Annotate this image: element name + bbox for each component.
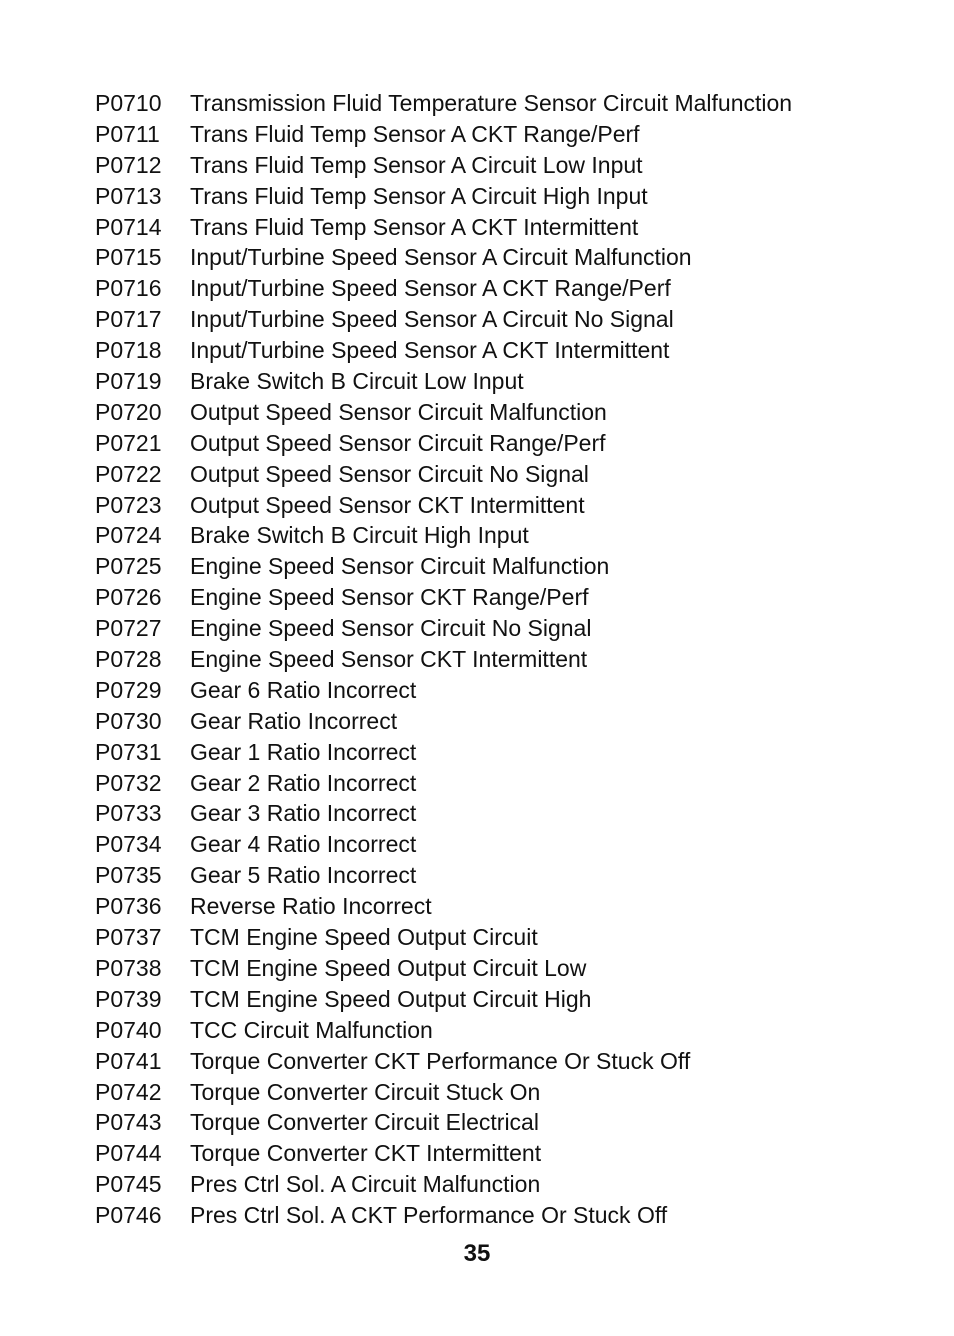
code-id: P0742 xyxy=(95,1078,162,1105)
code-description: Output Speed Sensor Circuit Malfunction xyxy=(190,398,607,425)
code-id: P0711 xyxy=(95,120,160,147)
code-id: P0717 xyxy=(95,306,162,333)
code-row xyxy=(95,335,915,366)
code-row xyxy=(95,428,915,459)
code-description: Engine Speed Sensor CKT Range/Perf xyxy=(190,584,589,611)
code-row xyxy=(95,768,915,799)
code-description: Brake Switch B Circuit High Input xyxy=(190,522,529,549)
code-row xyxy=(95,1015,915,1046)
code-id: P0736 xyxy=(95,893,162,920)
code-row xyxy=(95,1138,915,1169)
code-row xyxy=(95,397,915,428)
code-id: P0720 xyxy=(95,398,162,425)
code-id: P0715 xyxy=(95,244,162,271)
code-description: TCM Engine Speed Output Circuit High xyxy=(190,985,592,1012)
code-description: Gear 1 Ratio Incorrect xyxy=(190,738,417,765)
code-id: P0731 xyxy=(95,738,162,765)
code-description: Torque Converter CKT Intermittent xyxy=(190,1140,542,1167)
code-description: Trans Fluid Temp Sensor A CKT Range/Perf xyxy=(190,120,640,147)
code-description: Transmission Fluid Temperature Sensor Circuit Malfunction xyxy=(190,90,793,116)
code-id: P0716 xyxy=(95,275,162,302)
code-id: P0714 xyxy=(95,213,162,240)
code-description: Engine Speed Sensor Circuit No Signal xyxy=(190,615,592,642)
code-description: Gear 2 Ratio Incorrect xyxy=(190,769,417,796)
code-description: TCC Circuit Malfunction xyxy=(190,1016,433,1043)
code-description: Trans Fluid Temp Sensor A CKT Intermittent xyxy=(190,213,639,240)
code-description: Output Speed Sensor Circuit No Signal xyxy=(190,460,589,487)
code-description: Input/Turbine Speed Sensor A CKT Range/Perf xyxy=(190,275,671,302)
page-number: 35 xyxy=(463,1240,491,1267)
code-row xyxy=(95,953,915,984)
code-description: Input/Turbine Speed Sensor A Circuit No Signal xyxy=(190,306,674,333)
code-description: Input/Turbine Speed Sensor A Circuit Malfunction xyxy=(190,244,692,271)
code-id: P0735 xyxy=(95,862,162,889)
code-description: Output Speed Sensor Circuit Range/Perf xyxy=(190,429,606,456)
code-description: Gear Ratio Incorrect xyxy=(190,707,398,734)
code-row xyxy=(95,1046,915,1077)
code-id: P0727 xyxy=(95,615,162,642)
code-row xyxy=(95,520,915,551)
code-id: P0739 xyxy=(95,985,162,1012)
code-row xyxy=(95,860,915,891)
code-id: P0744 xyxy=(95,1140,162,1167)
code-row xyxy=(95,798,915,829)
code-description: Pres Ctrl Sol. A CKT Performance Or Stuck Off xyxy=(190,1202,668,1229)
code-id: P0740 xyxy=(95,1016,162,1043)
code-description: Engine Speed Sensor CKT Intermittent xyxy=(190,646,588,673)
code-id: P0738 xyxy=(95,954,162,981)
code-id: P0718 xyxy=(95,337,162,364)
code-id: P0746 xyxy=(95,1202,162,1229)
code-row xyxy=(95,273,915,304)
code-id: P0712 xyxy=(95,151,162,178)
code-id: P0723 xyxy=(95,491,162,518)
code-description: Trans Fluid Temp Sensor A Circuit Low Input xyxy=(190,151,643,178)
code-description: Gear 6 Ratio Incorrect xyxy=(190,676,417,703)
code-id: P0726 xyxy=(95,584,162,611)
code-id: P0729 xyxy=(95,676,162,703)
code-description: Brake Switch B Circuit Low Input xyxy=(190,368,524,395)
code-id: P0733 xyxy=(95,800,162,827)
code-row xyxy=(95,212,915,243)
code-row xyxy=(95,1077,915,1108)
code-id: P0734 xyxy=(95,831,162,858)
code-id: P0737 xyxy=(95,924,162,951)
code-description: Engine Speed Sensor Circuit Malfunction xyxy=(190,553,610,580)
code-row xyxy=(95,304,915,335)
code-row xyxy=(95,1200,915,1231)
code-description: Pres Ctrl Sol. A Circuit Malfunction xyxy=(190,1171,541,1198)
code-row xyxy=(95,984,915,1015)
code-row xyxy=(95,829,915,860)
code-row xyxy=(95,150,915,181)
code-id: P0732 xyxy=(95,769,162,796)
code-id: P0722 xyxy=(95,460,162,487)
code-id: P0710 xyxy=(95,90,162,116)
code-description: Trans Fluid Temp Sensor A Circuit High Input xyxy=(190,182,648,209)
code-row xyxy=(95,675,915,706)
code-row xyxy=(95,1169,915,1200)
code-description: Input/Turbine Speed Sensor A CKT Intermittent xyxy=(190,337,670,364)
dtc-code-list xyxy=(95,88,915,1231)
code-description: Gear 3 Ratio Incorrect xyxy=(190,800,417,827)
code-id: P0743 xyxy=(95,1109,162,1136)
code-description: Torque Converter Circuit Electrical xyxy=(190,1109,539,1136)
code-row xyxy=(95,613,915,644)
code-row xyxy=(95,242,915,273)
code-id: P0730 xyxy=(95,707,162,734)
code-description: Gear 4 Ratio Incorrect xyxy=(190,831,417,858)
code-row xyxy=(95,366,915,397)
code-row xyxy=(95,119,915,150)
code-row xyxy=(95,181,915,212)
code-row xyxy=(95,1107,915,1138)
code-row xyxy=(95,459,915,490)
code-id: P0713 xyxy=(95,182,162,209)
code-row xyxy=(95,551,915,582)
code-id: P0741 xyxy=(95,1047,162,1074)
code-row xyxy=(95,88,915,119)
code-row xyxy=(95,922,915,953)
code-row xyxy=(95,737,915,768)
code-id: P0728 xyxy=(95,646,162,673)
code-id: P0721 xyxy=(95,429,162,456)
code-id: P0719 xyxy=(95,368,162,395)
code-row xyxy=(95,582,915,613)
code-description: Output Speed Sensor CKT Intermittent xyxy=(190,491,585,518)
code-id: P0745 xyxy=(95,1171,162,1198)
code-description: TCM Engine Speed Output Circuit Low xyxy=(190,954,587,981)
code-id: P0725 xyxy=(95,553,162,580)
code-description: Gear 5 Ratio Incorrect xyxy=(190,862,417,889)
code-description: Reverse Ratio Incorrect xyxy=(190,893,432,920)
code-row xyxy=(95,490,915,521)
code-row xyxy=(95,644,915,675)
code-description: Torque Converter Circuit Stuck On xyxy=(190,1078,541,1105)
code-id: P0724 xyxy=(95,522,162,549)
code-description: Torque Converter CKT Performance Or Stuck Off xyxy=(190,1047,691,1074)
code-row xyxy=(95,891,915,922)
code-description: TCM Engine Speed Output Circuit xyxy=(190,924,538,951)
code-row xyxy=(95,706,915,737)
